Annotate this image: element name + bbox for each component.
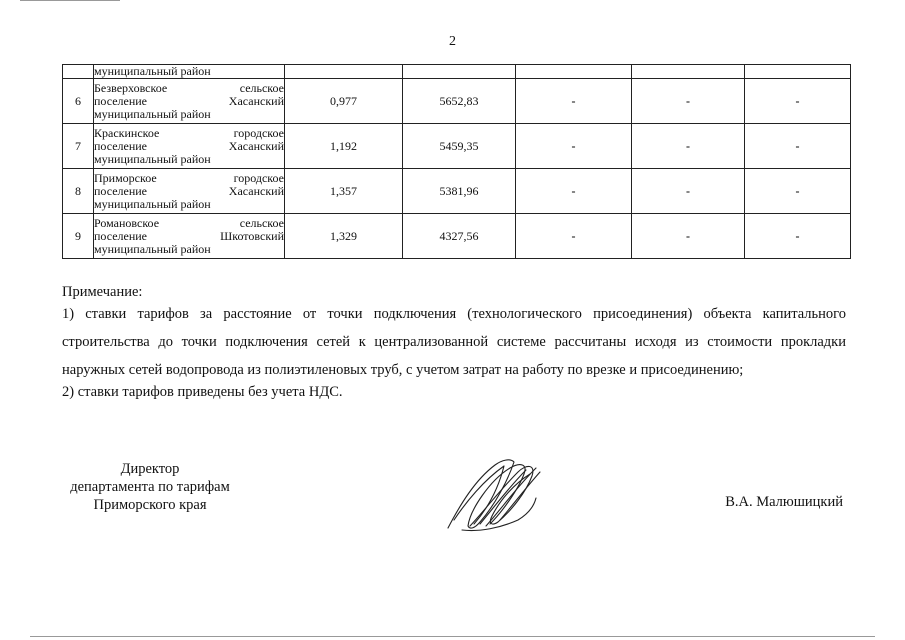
note-item-2: 2) ставки тарифов приведены без учета НДС. — [62, 384, 343, 400]
table-row — [63, 79, 851, 124]
cell-value-1: 1,192 — [285, 124, 403, 169]
cell-value-1: 0,977 — [285, 79, 403, 124]
cell-dash: - — [516, 79, 632, 124]
cell-settlement-name: Приморское городское поселение Хасанский муниципальный район — [94, 169, 285, 214]
scan-edge-top-left — [20, 0, 120, 1]
table-row — [63, 214, 851, 259]
cell-value-2: 5381,96 — [403, 169, 516, 214]
signer-role-line: Приморского края — [93, 497, 207, 513]
cell-value-2: 4327,56 — [403, 214, 516, 259]
cell-settlement-name: Романовское сельское поселение Шкотовский муниципальный район — [94, 214, 285, 259]
handwritten-signature — [440, 450, 550, 540]
table-row — [63, 169, 851, 214]
note-title: Примечание: — [62, 284, 143, 300]
cell-dash: - — [632, 169, 745, 214]
scan-edge-bottom — [30, 636, 875, 637]
tariff-table — [62, 64, 851, 259]
cell-dash: - — [745, 79, 851, 124]
table-row-continued — [63, 65, 851, 79]
cell-value-2: 5652,83 — [403, 79, 516, 124]
cell-number: 7 — [63, 124, 94, 169]
cell-dash: - — [745, 124, 851, 169]
cell-dash: - — [516, 214, 632, 259]
note-item-1: 1) ставки тарифов за расстояние от точки подключения (технологического присоединения) объекта капитального строительства до точки подключения сетей к централизованной системе рассчитаны исходя из стоимости прокладки наружных сетей водопровода из полиэтиленовых труб, с учетом затрат на работу по врезке и присоединению; — [62, 306, 846, 378]
cell-value-2: 5459,35 — [403, 124, 516, 169]
cell-settlement-name: Краскинское городское поселение Хасанский муниципальный район — [94, 124, 285, 169]
cell-settlement-name: Безверховское сельское поселение Хасанский муниципальный район — [94, 79, 285, 124]
signer-name: В.А. Малюшицкий — [725, 494, 843, 510]
cell-name-continued: муниципальный район — [94, 65, 285, 79]
cell-number: 6 — [63, 79, 94, 124]
cell-dash: - — [632, 214, 745, 259]
page-number: 2 — [449, 34, 456, 49]
signer-role-line: департамента по тарифам — [70, 479, 230, 495]
cell-dash: - — [745, 214, 851, 259]
signer-role-line: Директор — [120, 461, 180, 477]
cell-number: 9 — [63, 214, 94, 259]
cell-dash: - — [632, 79, 745, 124]
cell-dash: - — [516, 169, 632, 214]
cell-value-1: 1,329 — [285, 214, 403, 259]
signer-role — [60, 460, 240, 514]
cell-number: 8 — [63, 169, 94, 214]
table-row — [63, 124, 851, 169]
cell-dash: - — [632, 124, 745, 169]
cell-value-1: 1,357 — [285, 169, 403, 214]
cell-dash: - — [516, 124, 632, 169]
cell-dash: - — [745, 169, 851, 214]
